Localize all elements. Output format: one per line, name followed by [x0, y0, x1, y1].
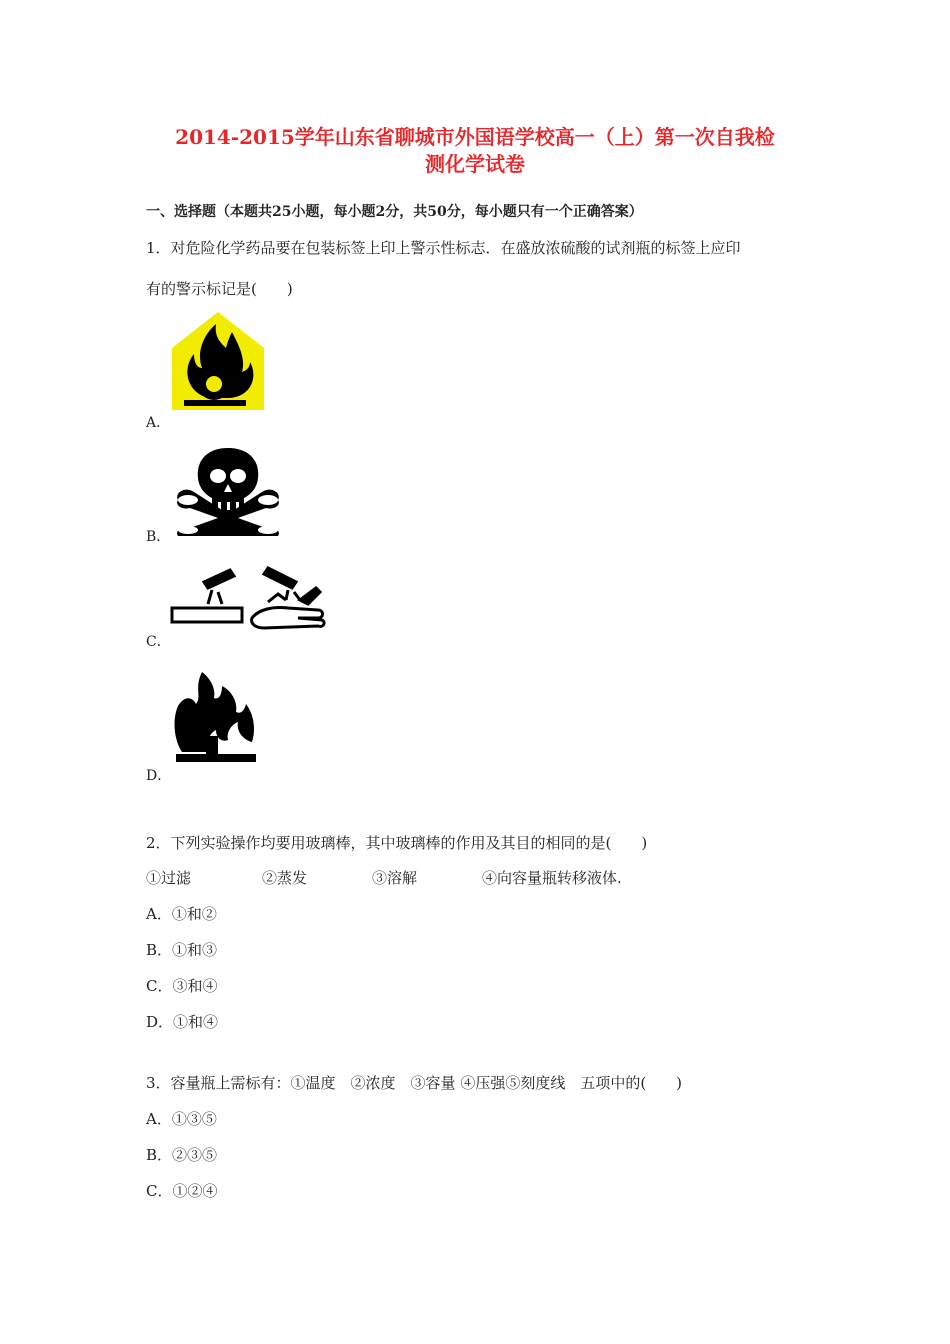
q3-option-b[interactable]: B．②③⑤: [146, 1146, 218, 1164]
q2-item-2: ②蒸发: [262, 869, 308, 887]
flammable-flame-icon: [172, 670, 258, 774]
q2-option-d[interactable]: D．①和④: [146, 1013, 219, 1031]
q2-option-a[interactable]: A．①和②: [146, 905, 217, 923]
q2-item-4: ④向容量瓶转移液体.: [482, 869, 622, 887]
q3-stem: 3．容量瓶上需标有：①温度 ②浓度 ③容量 ④压强⑤刻度线 五项中的( ): [146, 1074, 683, 1092]
corrosive-icon: [168, 560, 328, 636]
q3-option-c[interactable]: C．①②④: [146, 1182, 218, 1200]
q1-stem-line1: 1．对危险化学药品要在包装标签上印上警示性标志．在盛放浓硫酸的试剂瓶的标签上应印: [146, 239, 741, 257]
page-title-line1: 2014-2015学年山东省聊城市外国语学校高一（上）第一次自我检: [175, 125, 775, 149]
oxidizer-flame-over-circle-icon: [168, 310, 268, 418]
q1-stem-line2: 有的警示标记是( ): [146, 280, 293, 298]
q2-option-b[interactable]: B．①和③: [146, 941, 218, 959]
q1-option-a[interactable]: A．: [146, 415, 171, 431]
section-heading: 一、选择题（本题共25小题，每小题2分，共50分，每小题只有一个正确答案）: [146, 204, 643, 220]
q1-option-d[interactable]: D．: [146, 768, 172, 784]
q2-stem: 2．下列实验操作均要用玻璃棒，其中玻璃棒的作用及其目的相同的是( ): [146, 834, 648, 852]
q3-option-a[interactable]: A．①③⑤: [146, 1110, 217, 1128]
skull-and-crossbones-icon: [172, 446, 284, 540]
q1-option-b[interactable]: B．: [146, 529, 171, 545]
page-title-line2: 测化学试卷: [425, 152, 525, 176]
q1-option-c[interactable]: C．: [146, 634, 171, 650]
q2-items: [146, 868, 622, 888]
q2-item-1: ①过滤: [146, 869, 192, 887]
q2-item-3: ③溶解: [372, 869, 418, 887]
q2-option-c[interactable]: C．③和④: [146, 977, 218, 995]
